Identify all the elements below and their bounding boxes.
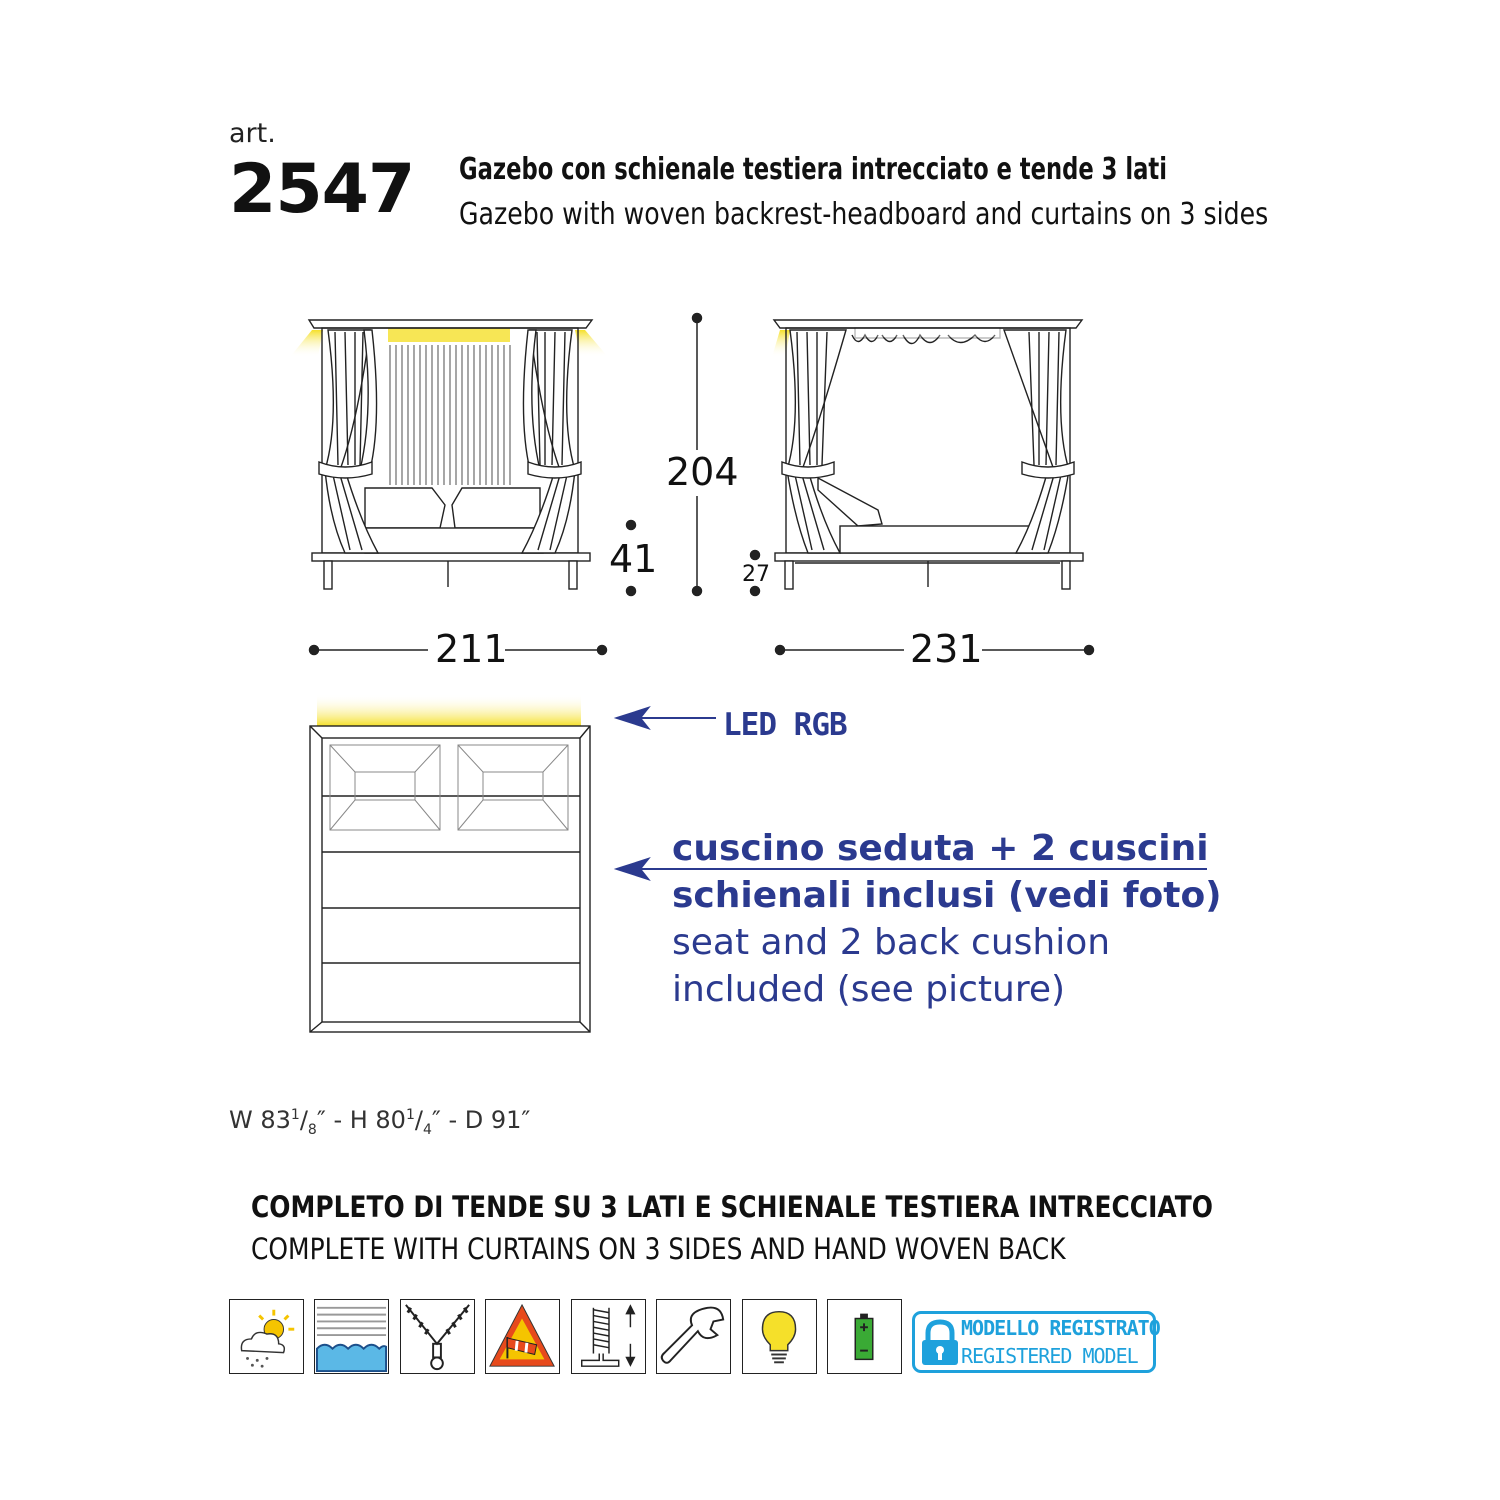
light-bulb-icon bbox=[742, 1299, 817, 1374]
water-waves-icon bbox=[314, 1299, 389, 1374]
cushion-note-it-1: cuscino seduta + 2 cuscini bbox=[672, 828, 1209, 869]
zipper-icon bbox=[400, 1299, 475, 1374]
features-italian: COMPLETO DI TENDE SU 3 LATI E SCHIENALE TESTIERA INTRECCIATO bbox=[251, 1190, 1213, 1224]
front-view bbox=[290, 320, 608, 589]
adjustable-feet-icon bbox=[571, 1299, 646, 1374]
cushion-note-en-1: seat and 2 back cushion bbox=[672, 922, 1111, 963]
title-italian: Gazebo con schienale testiera intrecciato e tende 3 lati bbox=[459, 152, 1167, 187]
cushion-note-en-2: included (see picture) bbox=[672, 969, 1066, 1010]
plan-view bbox=[310, 694, 590, 1032]
registered-model-badge bbox=[912, 1311, 1160, 1373]
lock-icon bbox=[919, 1319, 961, 1367]
weather-icon bbox=[229, 1299, 304, 1374]
seat-height-dimension: 41 bbox=[609, 537, 658, 581]
side-base-height-dimension: 27 bbox=[742, 562, 770, 587]
wind-warning-icon bbox=[485, 1299, 560, 1374]
title-english: Gazebo with woven backrest-headboard and curtains on 3 sides bbox=[459, 197, 1269, 232]
side-depth-dimension: 231 bbox=[910, 627, 983, 671]
height-dimension: 204 bbox=[666, 450, 739, 494]
imperial-dimensions: W $83^1/_8''$ - H $80^1/_4''$ - D 91″ bbox=[229, 1106, 531, 1138]
badge-line-2: REGISTERED MODEL bbox=[961, 1344, 1138, 1368]
art-label: art. bbox=[229, 118, 276, 149]
front-width-dimension: 211 bbox=[435, 627, 508, 671]
article-number: 2547 bbox=[229, 150, 415, 229]
led-callout: LED RGB bbox=[723, 707, 847, 743]
wrench-icon bbox=[656, 1299, 731, 1374]
battery-icon bbox=[827, 1299, 902, 1374]
side-view bbox=[772, 320, 1083, 589]
features-english: COMPLETE WITH CURTAINS ON 3 SIDES AND HAND WOVEN BACK bbox=[251, 1232, 1066, 1266]
badge-line-1: MODELLO REGISTRATO bbox=[961, 1316, 1160, 1340]
cushion-note-it-2: schienali inclusi (vedi foto) bbox=[672, 875, 1222, 916]
